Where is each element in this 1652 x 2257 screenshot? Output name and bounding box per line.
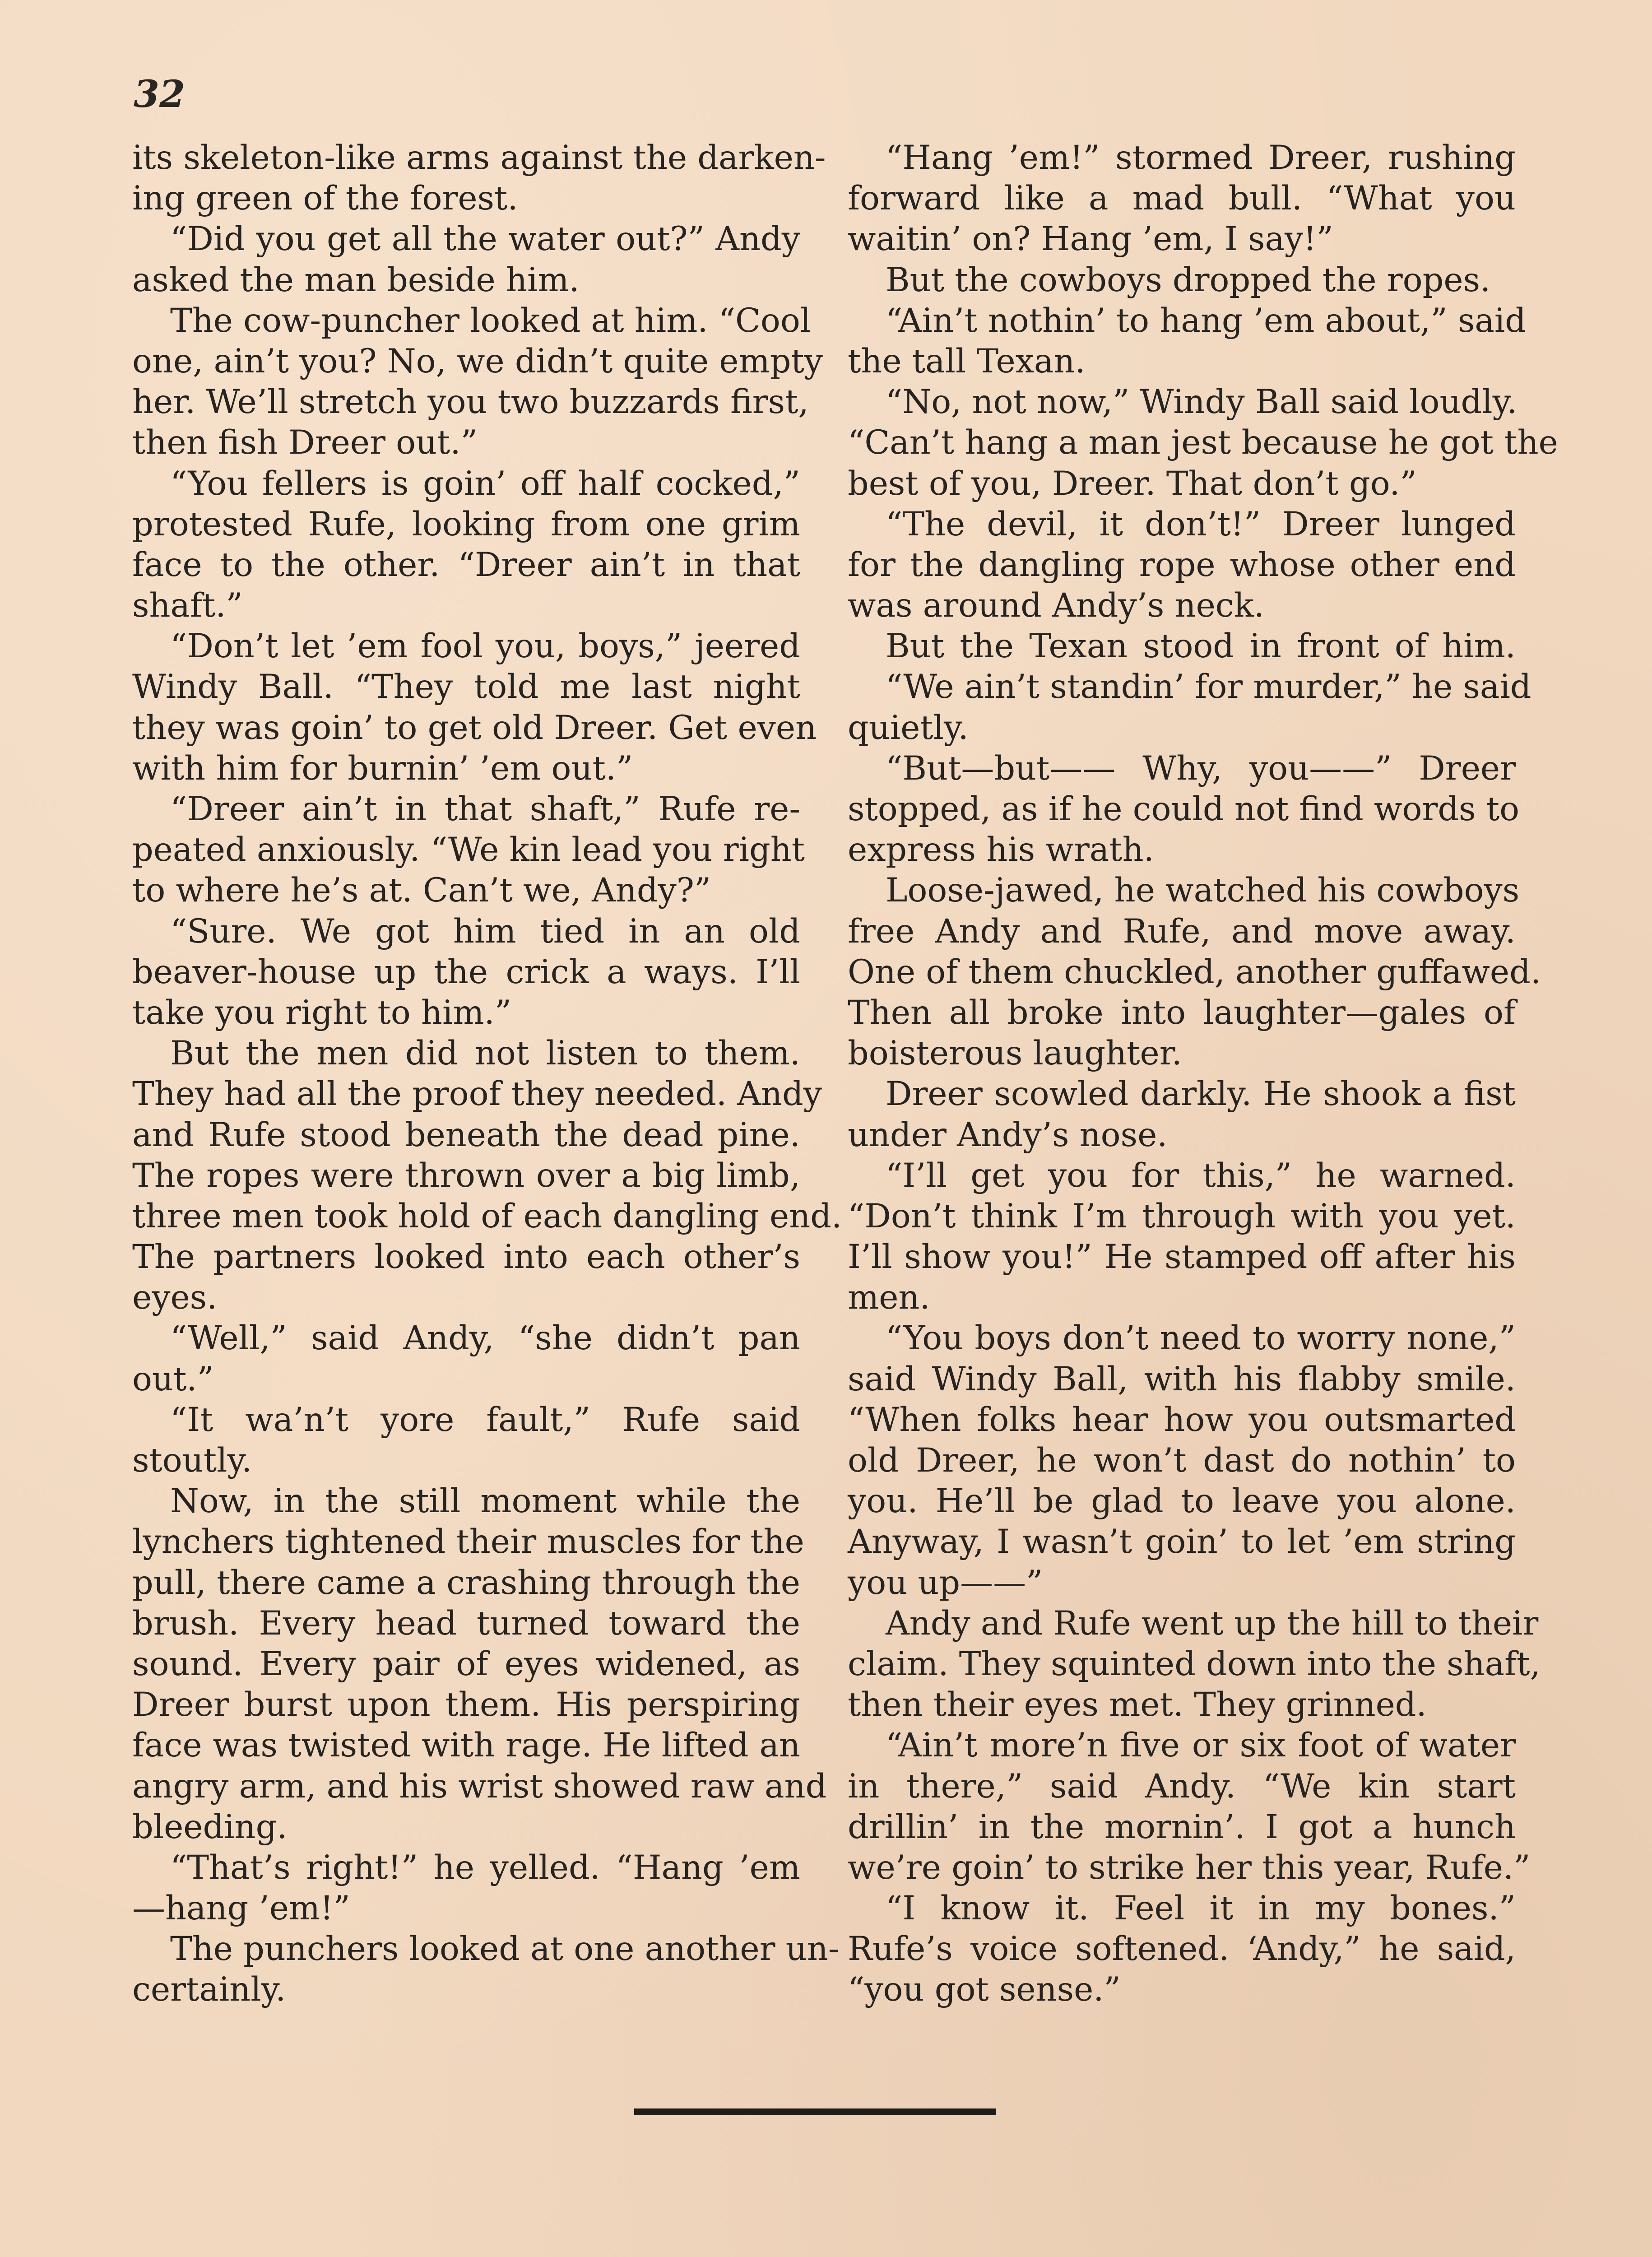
text-line: shaft.” [132, 586, 243, 625]
text-line: “That’s right!” he yelled. “Hang ’em [170, 1848, 800, 1887]
text-line: Rufe’s voice softened. ‘Andy,” he said, [848, 1930, 1516, 1969]
text-line: with him for burnin’ ’em out.” [132, 749, 633, 788]
text-line: Then all broke into laughter—gales of [848, 993, 1516, 1032]
text-line: quietly. [848, 708, 969, 747]
text-line: beaver-house up the crick a ways. I’ll [132, 952, 800, 991]
text-line: free Andy and Rufe, and move away. [848, 912, 1516, 951]
text-line: —hang ’em!” [132, 1889, 350, 1928]
text-line: brush. Every head turned toward the [132, 1604, 800, 1643]
text-line: Windy Ball. “They told me last night [132, 668, 800, 706]
text-line: “Sure. We got him tied in an old [170, 912, 800, 951]
text-line: The partners looked into each other’s [132, 1238, 800, 1277]
text-line: The cow-puncher looked at him. “Cool [170, 301, 811, 340]
text-line: “Can’t hang a man jest because he got the [848, 423, 1558, 462]
text-line: take you right to him.” [132, 993, 512, 1032]
text-line: “Ain’t more’n five or six foot of water [886, 1726, 1516, 1765]
text-line: The ropes were thrown over a big limb, [132, 1156, 800, 1195]
text-line: “We ain’t standin’ for murder,” he said [886, 668, 1531, 706]
text-line: “You boys don’t need to worry none,” [886, 1319, 1516, 1358]
text-line: was around Andy’s neck. [848, 586, 1265, 625]
text-line: we’re goin’ to strike her this year, Rufe.” [848, 1848, 1531, 1887]
text-line: asked the man beside him. [132, 260, 580, 299]
text-line: men. [848, 1278, 930, 1317]
text-line: its skeleton-like arms against the darken- [132, 139, 826, 177]
text-line: “It wa’n’t yore fault,” Rufe said [170, 1400, 800, 1439]
text-line: But the cowboys dropped the ropes. [886, 260, 1491, 299]
section-end-rule [634, 2108, 996, 2115]
text-line: best of you, Dreer. That don’t go.” [848, 464, 1417, 503]
text-line: one, ain’t you? No, we didn’t quite empty [132, 342, 823, 381]
text-line: for the dangling rope whose other end [848, 545, 1516, 584]
text-line: face to the other. “Dreer ain’t in that [132, 545, 800, 584]
text-line: forward like a mad bull. “What you [848, 179, 1516, 218]
text-line: “You fellers is goin’ off half cocked,” [170, 464, 800, 503]
text-line: you up——” [848, 1563, 1043, 1602]
text-line: they was goin’ to get old Dreer. Get even [132, 708, 817, 747]
text-line: you. He’ll be glad to leave you alone. [848, 1482, 1516, 1521]
text-line: “Well,” said Andy, “she didn’t pan [170, 1319, 800, 1358]
text-line: One of them chuckled, another guffawed. [848, 952, 1541, 991]
text-line: her. We’ll stretch you two buzzards first, [132, 383, 809, 422]
text-line: face was twisted with rage. He lifted an [132, 1726, 800, 1765]
text-line: claim. They squinted down into the shaft, [848, 1644, 1541, 1683]
text-line: ing green of the forest. [132, 179, 518, 218]
text-line: “Dreer ain’t in that shaft,” Rufe re- [170, 790, 800, 828]
text-line: Dreer burst upon them. His perspiring [132, 1686, 800, 1724]
text-line: drillin’ in the mornin’. I got a hunch [848, 1807, 1516, 1846]
text-line: sound. Every pair of eyes widened, as [132, 1644, 800, 1683]
text-line: Now, in the still moment while the [170, 1482, 800, 1521]
text-line: then fish Dreer out.” [132, 423, 478, 462]
text-line: “The devil, it don’t!” Dreer lunged [886, 505, 1516, 543]
left-column [132, 138, 842, 2011]
text-line: eyes. [132, 1278, 218, 1317]
text-line: “Ain’t nothin’ to hang ’em about,” said [886, 301, 1526, 340]
text-line: three men took hold of each dangling end. [132, 1197, 842, 1235]
text-line: But the men did not listen to them. [170, 1034, 800, 1073]
text-line: “Don’t let ’em fool you, boys,” jeered [170, 627, 800, 666]
text-line: The punchers looked at one another un- [170, 1930, 840, 1969]
text-line: express his wrath. [848, 831, 1154, 869]
page-number: 32 [134, 73, 186, 116]
text-line: waitin’ on? Hang ’em, I say!” [848, 220, 1333, 259]
text-line: Andy and Rufe went up the hill to their [886, 1604, 1539, 1643]
text-line: said Windy Ball, with his flabby smile. [848, 1360, 1516, 1398]
text-line: in there,” said Andy. “We kin start [848, 1767, 1516, 1806]
text-line: protested Rufe, looking from one grim [132, 505, 800, 543]
text-line: the tall Texan. [848, 342, 1086, 381]
text-line: “Did you get all the water out?” Andy [170, 220, 800, 259]
text-line: “I’ll get you for this,” he warned. [886, 1156, 1516, 1195]
text-line: angry arm, and his wrist showed raw and [132, 1767, 827, 1806]
text-line: “But—but—— Why, you——” Dreer [886, 749, 1516, 788]
text-line: pull, there came a crashing through the [132, 1563, 800, 1602]
text-line: “When folks hear how you outsmarted [848, 1400, 1516, 1439]
text-line: certainly. [132, 1970, 286, 2009]
text-line: out.” [132, 1360, 214, 1398]
text-line: Loose-jawed, he watched his cowboys [886, 871, 1520, 910]
text-line: peated anxiously. “We kin lead you right [132, 831, 805, 869]
text-line: to where he’s at. Can’t we, Andy?” [132, 871, 711, 910]
text-line: Dreer scowled darkly. He shook a fist [886, 1075, 1516, 1114]
text-line: bleeding. [132, 1807, 288, 1846]
text-line: “No, not now,” Windy Ball said loudly. [886, 383, 1517, 422]
text-line: and Rufe stood beneath the dead pine. [132, 1115, 800, 1154]
text-line: lynchers tightened their muscles for the [132, 1523, 804, 1561]
text-line: “you got sense.” [848, 1970, 1121, 2009]
text-line: “I know it. Feel it in my bones.” [886, 1889, 1516, 1928]
text-line: They had all the proof they needed. Andy [132, 1075, 822, 1114]
text-line: But the Texan stood in front of him. [886, 627, 1516, 666]
text-line: Anyway, I wasn’t goin’ to let ’em string [848, 1523, 1516, 1561]
text-line: boisterous laughter. [848, 1034, 1182, 1073]
text-line: “Don’t think I’m through with you yet. [848, 1197, 1516, 1235]
text-line: old Dreer, he won’t dast do nothin’ to [848, 1441, 1516, 1480]
text-line: “Hang ’em!” stormed Dreer, rushing [886, 139, 1516, 177]
text-line: stoutly. [132, 1441, 252, 1480]
text-line: I’ll show you!” He stamped off after his [848, 1238, 1516, 1277]
right-column [848, 138, 1558, 2011]
text-line: under Andy’s nose. [848, 1115, 1168, 1154]
text-line: then their eyes met. They grinned. [848, 1686, 1427, 1724]
text-line: stopped, as if he could not find words to [848, 790, 1520, 828]
